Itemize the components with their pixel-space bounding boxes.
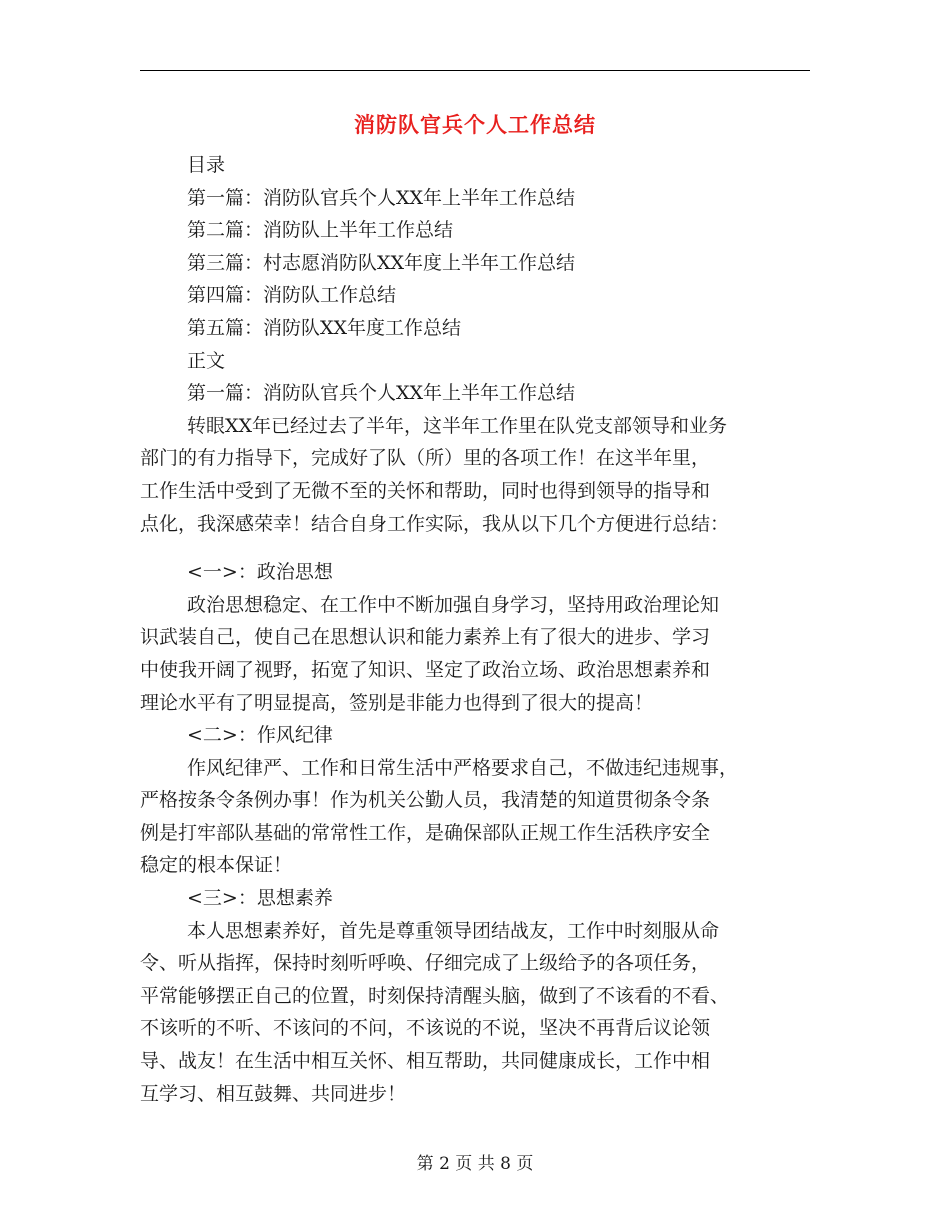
paragraph-line: 稳定的根本保证！ bbox=[140, 854, 293, 877]
paragraph-line: 严格按条令条例办事！作为机关公勤人员，我清楚的知道贯彻条令条 bbox=[140, 789, 711, 812]
toc-item: 第四篇：消防队工作总结 bbox=[187, 284, 397, 307]
toc-item: 第二篇：消防队上半年工作总结 bbox=[187, 219, 454, 242]
paragraph-line: 政治思想稳定、在工作中不断加强自身学习，坚持用政治理论知 bbox=[187, 593, 720, 616]
paragraph-gap bbox=[140, 540, 810, 556]
intro-paragraph bbox=[140, 410, 810, 540]
paragraph-line: 本人思想素养好，首先是尊重领导团结战友，工作中时刻服从命 bbox=[187, 919, 720, 942]
header-rule bbox=[140, 70, 810, 71]
chapter-title: 第一篇：消防队官兵个人XX年上半年工作总结 bbox=[187, 382, 576, 405]
toc-item: 第五篇：消防队XX年度工作总结 bbox=[187, 316, 462, 339]
paragraph-line: 不该听的不听、不该问的不问，不该说的不说，坚决不再背后议论领 bbox=[140, 1017, 711, 1040]
paragraph-line: 平常能够摆正自己的位置，时刻保持清醒头脑，做到了不该看的不看、 bbox=[140, 984, 730, 1007]
paragraph-line: 部门的有力指导下，完成好了队（所）里的各项工作！在这半年里， bbox=[140, 447, 711, 470]
section-heading: <一>：政治思想 bbox=[187, 561, 333, 584]
paragraph-line: 点化，我深感荣幸！结合自身工作实际，我从以下几个方便进行总结： bbox=[140, 512, 730, 535]
paragraph-line: 导、战友！在生活中相互关怀、相互帮助，共同健康成长，工作中相 bbox=[140, 1050, 711, 1073]
paragraph-line: 互学习、相互鼓舞、共同进步！ bbox=[140, 1082, 407, 1105]
toc-heading: 目录 bbox=[187, 154, 226, 176]
section-heading: <三>：思想素养 bbox=[187, 887, 333, 910]
document-title: 消防队官兵个人工作总结 bbox=[354, 113, 596, 137]
paragraph-line: 令、听从指挥，保持时刻听呼唤、仔细完成了上级给予的各项任务， bbox=[140, 952, 711, 975]
body-heading: 正文 bbox=[187, 349, 226, 372]
toc-item: 第三篇：村志愿消防队XX年度上半年工作总结 bbox=[187, 251, 576, 274]
section-discipline bbox=[140, 719, 810, 882]
page-number: 第 2 页 共 8 页 bbox=[416, 1154, 534, 1174]
section-heading: <二>：作风纪律 bbox=[187, 724, 333, 747]
paragraph-line: 中使我开阔了视野，拓宽了知识、坚定了政治立场、政治思想素养和 bbox=[140, 658, 711, 681]
paragraph-line: 工作生活中受到了无微不至的关怀和帮助，同时也得到领导的指导和 bbox=[140, 479, 711, 502]
paragraph-line: 理论水平有了明显提高，签别是非能力也得到了很大的提高！ bbox=[140, 691, 654, 714]
paragraph-line: 识武装自己，使自己在思想认识和能力素养上有了很大的进步、学习 bbox=[140, 626, 711, 649]
section-ideology bbox=[140, 882, 810, 1110]
toc-item: 第一篇：消防队官兵个人XX年上半年工作总结 bbox=[187, 186, 576, 209]
paragraph-line: 作风纪律严、工作和日常生活中严格要求自己，不做违纪违规事， bbox=[187, 756, 739, 779]
document-body bbox=[140, 149, 810, 1110]
section-political bbox=[140, 556, 810, 719]
paragraph-line: 转眼XX年已经过去了半年，这半年工作里在队党支部领导和业务 bbox=[187, 414, 728, 437]
paragraph-line: 例是打牢部队基础的常常性工作，是确保部队正规工作生活秩序安全 bbox=[140, 821, 711, 844]
